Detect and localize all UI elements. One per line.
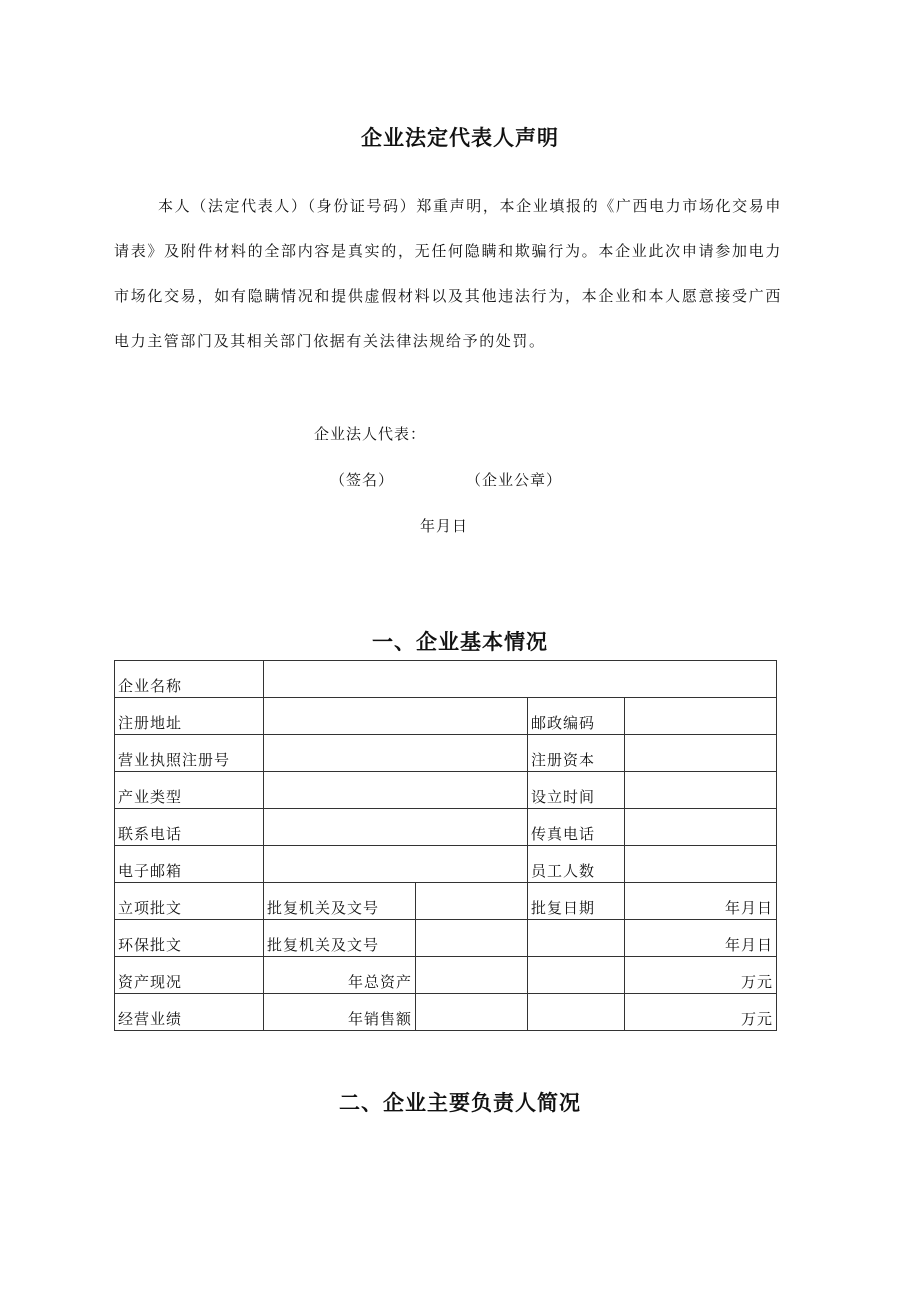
registered-address-value[interactable]	[264, 698, 528, 735]
established-date-value[interactable]	[625, 772, 777, 809]
env-authority-label: 批复机关及文号	[264, 920, 416, 957]
total-assets-value[interactable]	[416, 957, 528, 994]
license-number-value[interactable]	[264, 735, 528, 772]
declaration-title: 企业法定代表人声明	[361, 126, 559, 150]
table-row	[115, 698, 777, 735]
total-assets-label: 年总资产	[264, 957, 416, 994]
operation-label: 经营业绩	[115, 994, 264, 1031]
table-row	[115, 994, 777, 1031]
email-label: 电子邮箱	[115, 846, 264, 883]
sales-unit: 万元	[625, 994, 777, 1031]
table-row	[115, 920, 777, 957]
approval-authority-value[interactable]	[416, 883, 528, 920]
approval-authority-label: 批复机关及文号	[264, 883, 416, 920]
declaration-paragraph: 本人（法定代表人）（身份证号码）郑重声明，本企业填报的《广西电力市场化交易申请表》及附件材料的全部内容是真实的，无任何隐瞒和欺骗行为。本企业此次申请参加电力市场化交易，如有隐瞒情况和提供虚假材料以及其他违法行为，本企业和本人愿意接受广西电力主管部门及其相关部门依据有关法律法规给予的处罚。	[114, 197, 782, 350]
industry-type-value[interactable]	[264, 772, 528, 809]
industry-type-label: 产业类型	[115, 772, 264, 809]
sales-blank-cell[interactable]	[528, 994, 625, 1031]
fax-label: 传真电话	[528, 809, 625, 846]
approval-date-label: 批复日期	[528, 883, 625, 920]
postal-code-value[interactable]	[625, 698, 777, 735]
approval-date-value[interactable]: 年月日	[625, 883, 777, 920]
employee-count-value[interactable]	[625, 846, 777, 883]
registered-address-label: 注册地址	[115, 698, 264, 735]
project-approval-label: 立项批文	[115, 883, 264, 920]
section1-heading: 一、企业基本情况	[372, 630, 548, 654]
assets-unit: 万元	[625, 957, 777, 994]
table-row	[115, 883, 777, 920]
phone-label: 联系电话	[115, 809, 264, 846]
email-value[interactable]	[264, 846, 528, 883]
table-row	[115, 809, 777, 846]
section2-heading: 二、企业主要负责人简况	[339, 1091, 581, 1115]
assets-blank-cell[interactable]	[528, 957, 625, 994]
registered-capital-value[interactable]	[625, 735, 777, 772]
env-approval-label: 环保批文	[115, 920, 264, 957]
annual-sales-label: 年销售额	[264, 994, 416, 1031]
company-name-value[interactable]	[264, 661, 777, 698]
table-row	[115, 735, 777, 772]
env-authority-value[interactable]	[416, 920, 528, 957]
assets-label: 资产现况	[115, 957, 264, 994]
table-row	[115, 661, 777, 698]
postal-code-label: 邮政编码	[528, 698, 625, 735]
env-date-value[interactable]: 年月日	[625, 920, 777, 957]
table-row	[115, 957, 777, 994]
table-row	[115, 846, 777, 883]
company-info-table	[114, 660, 777, 1031]
company-name-label: 企业名称	[115, 661, 264, 698]
established-date-label: 设立时间	[528, 772, 625, 809]
signature-label: （签名）	[330, 471, 395, 489]
phone-value[interactable]	[264, 809, 528, 846]
legal-rep-label: 企业法人代表：	[314, 425, 427, 443]
annual-sales-value[interactable]	[416, 994, 528, 1031]
registered-capital-label: 注册资本	[528, 735, 625, 772]
license-number-label: 营业执照注册号	[115, 735, 264, 772]
fax-value[interactable]	[625, 809, 777, 846]
company-seal-label: （企业公章）	[466, 471, 563, 489]
employee-count-label: 员工人数	[528, 846, 625, 883]
date-label: 年月日	[420, 517, 469, 535]
table-row	[115, 772, 777, 809]
env-blank-cell[interactable]	[528, 920, 625, 957]
